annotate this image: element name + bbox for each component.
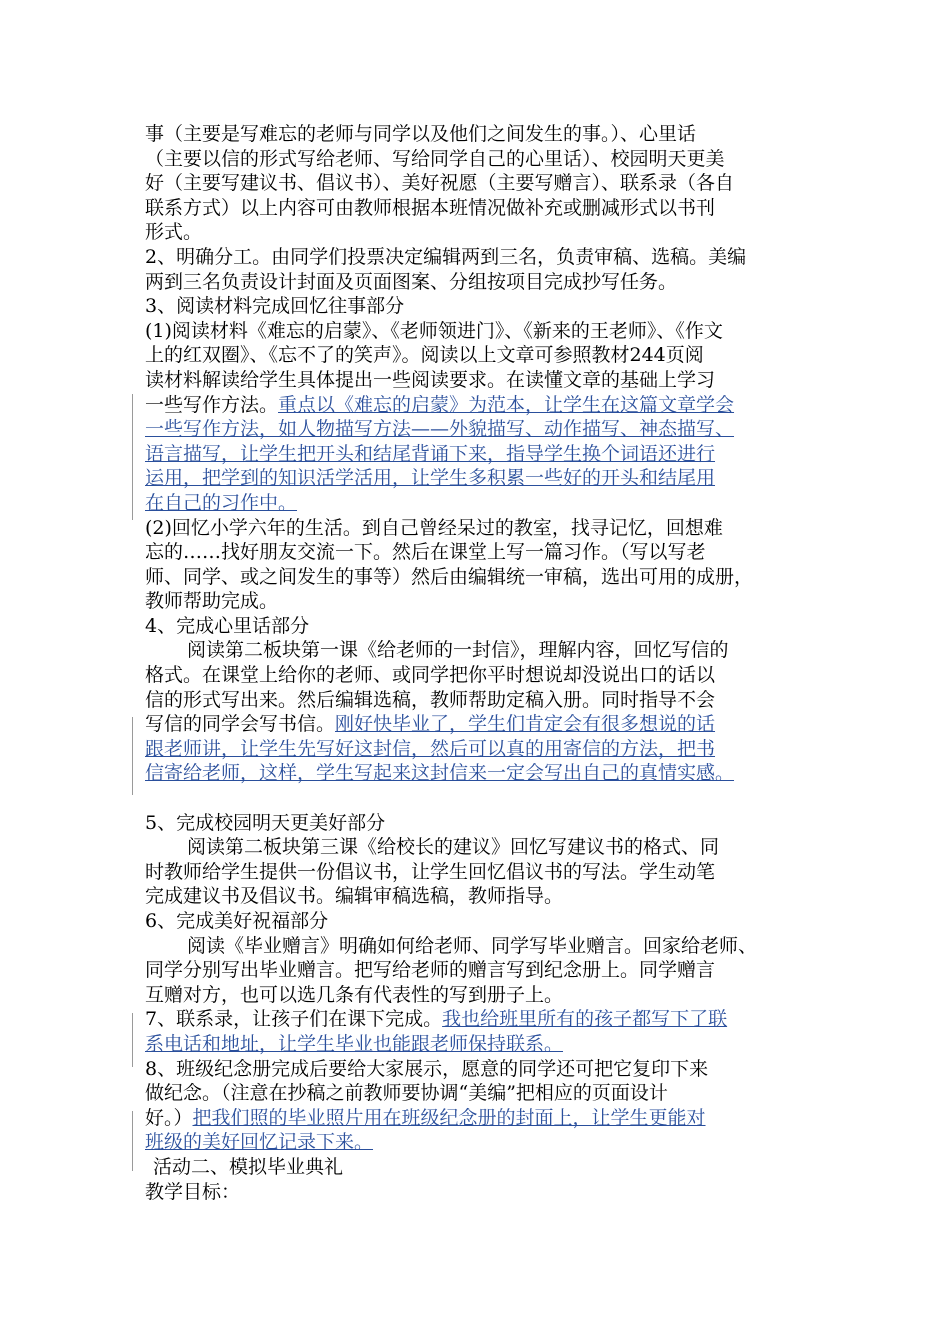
text-line <box>145 294 813 319</box>
text-line <box>145 589 813 614</box>
document-body <box>145 122 813 1204</box>
line-text: 一些写作方法。 <box>145 393 279 416</box>
text-line <box>145 958 813 983</box>
revision-text: 在自己的习作中。 <box>145 491 298 514</box>
text-line <box>145 540 813 565</box>
text-line <box>145 811 813 836</box>
text-line <box>145 442 813 467</box>
text-line <box>145 663 813 688</box>
text-line <box>145 319 813 344</box>
line-text: 教师帮助完成。 <box>145 590 279 613</box>
line-text: （主要以信的形式写给老师、写给同学自己的心里话）、校园明天更美 <box>145 147 725 170</box>
text-line <box>145 1180 813 1205</box>
line-text: 好（主要写建议书、倡议书）、美好祝愿（主要写赠言）、联系录（各自 <box>145 172 735 195</box>
change-bar <box>132 717 133 795</box>
revision-text: 信寄给老师，这样，学生写起来这封信来一定会写出自己的真情实感。 <box>145 762 735 785</box>
text-line <box>145 417 813 442</box>
text-line <box>145 171 813 196</box>
revision-text: 重点以《难忘的启蒙》为范本，让学生在这篇文章学会 <box>278 393 735 416</box>
line-text: 同学分别写出毕业赠言。把写给老师的赠言写到纪念册上。同学赠言 <box>145 959 716 982</box>
line-text: 5、完成校园明天更美好部分 <box>145 811 386 834</box>
text-line <box>145 1155 813 1180</box>
line-text: 阅读第二板块第一课《给老师的一封信》，理解内容，回忆写信的 <box>187 639 729 662</box>
line-text: (1)阅读材料《难忘的启蒙》、《老师领进门》、《新来的王老师》、《作文 <box>145 319 723 342</box>
text-line <box>145 1130 813 1155</box>
text-line <box>145 368 813 393</box>
text-line <box>145 196 813 221</box>
text-line <box>145 220 813 245</box>
line-text: 2、明确分工。由同学们投票决定编辑两到三名，负责审稿、选稿。美编 <box>145 245 747 268</box>
revision-text: 跟老师讲，让学生先写好这封信，然后可以真的用寄信的方法，把书 <box>145 737 716 760</box>
text-line <box>145 491 813 516</box>
revision-text: 把我们照的毕业照片用在班级纪念册的封面上，让学生更能对 <box>192 1106 706 1129</box>
text-line <box>145 122 813 147</box>
text-line <box>145 245 813 270</box>
line-text: 教学目标： <box>145 1180 241 1203</box>
line-text: 8、班级纪念册完成后要给大家展示，愿意的同学还可把它复印下来 <box>145 1057 709 1080</box>
text-line <box>145 909 813 934</box>
line-text: 6、完成美好祝福部分 <box>145 910 329 932</box>
line-text: 信的形式写出来。然后编辑选稿，教师帮助定稿入册。同时指导不会 <box>145 688 716 711</box>
line-text: 写信的同学会写书信。 <box>145 713 336 736</box>
blank-line <box>145 786 813 811</box>
text-line <box>145 688 813 713</box>
line-text: 师、同学、或之间发生的事等）然后由编辑统一审稿，选出可用的成册， <box>145 565 754 588</box>
text-line <box>145 934 813 959</box>
text-line <box>145 1106 813 1131</box>
revision-text: 我也给班里所有的孩子都写下了联 <box>442 1008 728 1031</box>
text-line <box>145 516 813 541</box>
change-bar <box>132 1111 133 1171</box>
line-text: (2)回忆小学六年的生活。到自己曾经呆过的教室，找寻记忆，回想难 <box>145 516 723 539</box>
line-text: 事（主要是写难忘的老师与同学以及他们之间发生的事。）、心里话 <box>145 123 697 145</box>
text-line <box>145 343 813 368</box>
text-line <box>145 270 813 295</box>
change-bar <box>132 1013 133 1067</box>
revision-text: 系电话和地址，让学生毕业也能跟老师保持联系。 <box>145 1032 564 1055</box>
text-line <box>145 835 813 860</box>
text-line <box>145 712 813 737</box>
revision-text: 刚好快毕业了，学生们肯定会有很多想说的话 <box>335 713 716 736</box>
line-text: 阅读《毕业赠言》明确如何给老师、同学写毕业赠言。回家给老师、 <box>187 934 758 957</box>
line-text: 阅读第二板块第三课《给校长的建议》回忆写建议书的格式、同 <box>187 836 720 859</box>
text-line <box>145 860 813 885</box>
line-text: 活动二、模拟毕业典礼 <box>153 1155 344 1178</box>
text-line <box>145 565 813 590</box>
text-line <box>145 614 813 639</box>
text-line <box>145 638 813 663</box>
line-text: 格式。在课堂上给你的老师、或同学把你平时想说却没说出口的话以 <box>145 664 716 687</box>
text-line <box>145 884 813 909</box>
text-line <box>145 1057 813 1082</box>
line-text: 互赠对方，也可以选几条有代表性的写到册子上。 <box>145 983 564 1006</box>
text-line <box>145 466 813 491</box>
line-text: 忘的……找好朋友交流一下。然后在课堂上写一篇习作。（写以写老 <box>145 541 706 564</box>
line-text: 7、联系录，让孩子们在课下完成。 <box>145 1008 443 1031</box>
revision-text: 一些写作方法，如人物描写方法——外貌描写、动作描写、神态描写、 <box>145 418 735 441</box>
text-line <box>145 147 813 172</box>
text-line <box>145 393 813 418</box>
text-line <box>145 983 813 1008</box>
text-line <box>145 1032 813 1057</box>
line-text: 联系方式）以上内容可由教师根据本班情况做补充或删减形式以书刊 <box>145 196 716 219</box>
line-text: 做纪念。（注意在抄稿之前教师要协调“美编”把相应的页面设计 <box>145 1082 668 1105</box>
line-text: 时教师给学生提供一份倡议书，让学生回忆倡议书的写法。学生动笔 <box>145 860 716 883</box>
revision-text: 语言描写，让学生把开头和结尾背诵下来，指导学生换个词语还进行 <box>145 442 716 465</box>
text-line <box>145 1007 813 1032</box>
line-text: 好。） <box>145 1106 193 1129</box>
text-line <box>145 1081 813 1106</box>
text-line <box>145 761 813 786</box>
revision-text: 运用，把学到的知识活学活用，让学生多积累一些好的开头和结尾用 <box>145 467 716 490</box>
line-text: 读材料解读给学生具体提出一些阅读要求。在读懂文章的基础上学习 <box>145 368 716 391</box>
line-text: 上的红双圈》、《忘不了的笑声》。阅读以上文章可参照教材244页阅 <box>145 344 704 367</box>
text-line <box>145 737 813 762</box>
revision-text: 班级的美好回忆记录下来。 <box>145 1131 374 1154</box>
line-text: 两到三名负责设计封面及页面图案、分组按项目完成抄写任务。 <box>145 270 678 293</box>
line-text: 3、阅读材料完成回忆往事部分 <box>145 295 405 318</box>
change-bar <box>132 394 133 520</box>
line-text: 形式。 <box>145 221 203 244</box>
line-text: 4、完成心里话部分 <box>145 614 310 637</box>
line-text: 完成建议书及倡议书。编辑审稿选稿，教师指导。 <box>145 885 564 908</box>
